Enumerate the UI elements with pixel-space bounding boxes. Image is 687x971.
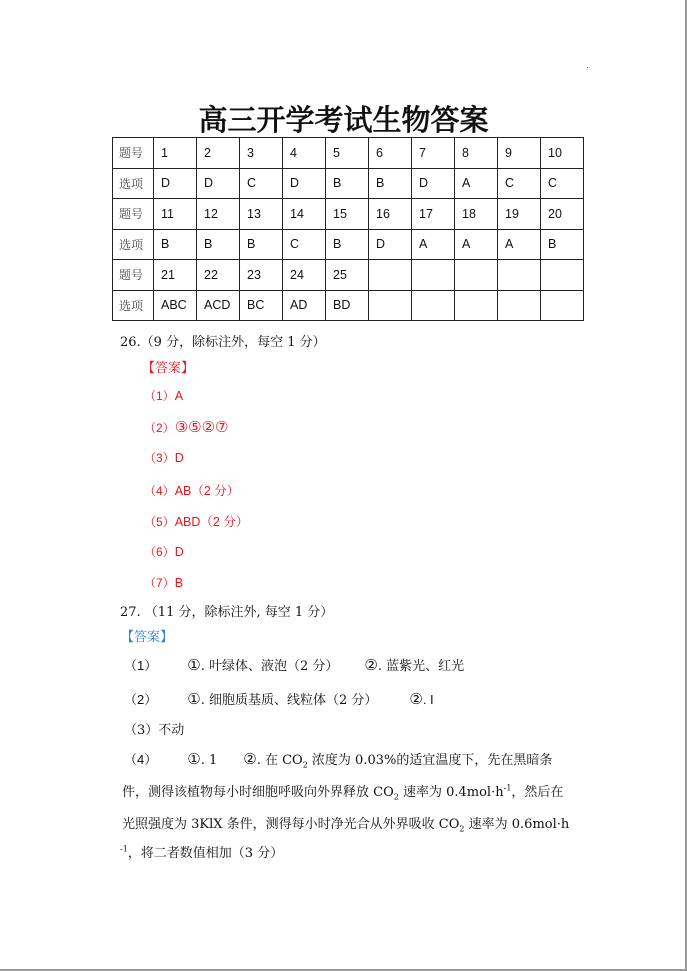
table-cell: D <box>283 168 326 199</box>
table-cell: D <box>197 168 240 199</box>
q27-r2-a2: . I <box>422 692 434 707</box>
q27-r4-l2a: 件，测得该植物每小时细胞呼吸向外界释放 CO <box>122 785 394 800</box>
table-cell: 10 <box>541 138 584 169</box>
q26-item-answer: AB（2 分） <box>174 484 240 498</box>
table-cell <box>455 260 498 291</box>
circled-2-icon: ② <box>409 690 423 708</box>
subscript: 2 <box>393 792 399 802</box>
q27-r4-l3b: 速率为 0.6mol·h <box>464 817 570 832</box>
circled-1-icon: ① <box>187 656 201 674</box>
q26-item-num: （4） <box>144 484 175 498</box>
q27-r4-l1a: . 在 CO <box>256 753 303 768</box>
table-row <box>113 229 584 260</box>
table-cell: 11 <box>154 199 197 230</box>
table-cell: B <box>326 168 369 199</box>
stray-dot <box>587 67 588 68</box>
table-cell: 9 <box>498 138 541 169</box>
table-cell: A <box>498 229 541 260</box>
q26-item-num: （6） <box>144 545 175 559</box>
document-title: 高三开学考试生物答案 <box>198 103 489 137</box>
circled-1-icon: ① <box>187 690 201 708</box>
table-cell: 21 <box>154 260 197 291</box>
table-cell: 17 <box>412 199 455 230</box>
table-row <box>113 260 584 291</box>
q26-item-answer: ABD（2 分） <box>174 515 249 529</box>
q26-item <box>144 512 248 530</box>
q27-r4-l3a: 光照强度为 3KlX 条件，测得每小时净光合从外界吸收 CO <box>122 817 460 832</box>
superscript: -1 <box>120 844 128 854</box>
row-header: 选项 <box>113 229 154 260</box>
table-cell: B <box>541 229 584 260</box>
q27-r4-num: （4） <box>124 752 158 767</box>
table-cell: 16 <box>369 199 412 230</box>
q27-header: 27. （11 分，除标注外, 每空 1 分） <box>120 605 334 620</box>
row-header: 选项 <box>113 290 154 321</box>
q27-row-1 <box>124 655 464 674</box>
table-cell: B <box>197 229 240 260</box>
row-header: 选项 <box>113 168 154 199</box>
table-cell <box>498 260 541 291</box>
table-cell: AD <box>283 290 326 321</box>
table-cell <box>455 290 498 321</box>
q26-item-answer: D <box>174 545 184 559</box>
table-cell: 24 <box>283 260 326 291</box>
q27-r4-a1: . 1 <box>200 753 218 768</box>
table-cell: A <box>455 168 498 199</box>
table-cell <box>412 260 455 291</box>
table-cell: ABC <box>154 290 197 321</box>
row-header: 题号 <box>113 260 154 291</box>
table-cell: C <box>283 229 326 260</box>
table-cell: BC <box>240 290 283 321</box>
table-cell: A <box>412 229 455 260</box>
q26-item <box>144 574 183 591</box>
table-cell: 5 <box>326 138 369 169</box>
answer-table <box>112 137 584 321</box>
table-cell: ACD <box>197 290 240 321</box>
q27-answer-label: 【答案】 <box>121 630 174 645</box>
q27-r4-l2b: 速率为 0.4mol·h <box>398 785 504 800</box>
table-cell: 20 <box>541 199 584 230</box>
q27-r2-num: （2） <box>124 692 158 707</box>
q27-row-4-line-1 <box>124 749 552 770</box>
q27-r1-a1: . 叶绿体、液泡（2 分） <box>200 659 339 674</box>
table-cell: 15 <box>326 199 369 230</box>
table-row <box>113 138 584 169</box>
q26-item-answer: ③⑤②⑦ <box>174 418 229 436</box>
table-row <box>113 168 584 199</box>
table-cell: 7 <box>412 138 455 169</box>
table-cell <box>412 290 455 321</box>
q26-item <box>144 387 183 404</box>
q27-row-2 <box>124 689 434 708</box>
table-row <box>113 290 584 321</box>
q26-item-num: （1） <box>144 389 175 403</box>
table-cell: 8 <box>455 138 498 169</box>
table-cell: B <box>326 229 369 260</box>
q26-item <box>144 481 239 499</box>
table-cell: 14 <box>283 199 326 230</box>
q26-item <box>144 418 228 436</box>
q27-row-4-line-4 <box>120 842 283 861</box>
table-cell: A <box>455 229 498 260</box>
superscript: -1 <box>503 783 512 793</box>
q26-answer-label: 【答案】 <box>142 361 195 376</box>
table-row <box>113 199 584 230</box>
row-header: 题号 <box>113 138 154 169</box>
table-cell: 13 <box>240 199 283 230</box>
row-header: 题号 <box>113 199 154 230</box>
circled-2-icon: ② <box>243 750 257 768</box>
q27-r4-l4a: ，将二者数值相加（3 分） <box>127 846 284 861</box>
table-cell: 25 <box>326 260 369 291</box>
q27-r1-a2: . 蓝紫光、红光 <box>377 659 465 674</box>
table-cell: D <box>154 168 197 199</box>
q26-item-num: （7） <box>144 576 175 590</box>
q27-r1-num: （1） <box>124 658 158 673</box>
table-cell: 18 <box>455 199 498 230</box>
q26-item-answer: B <box>174 576 184 590</box>
q27-r2-a1: . 细胞质基质、线粒体（2 分） <box>200 693 378 708</box>
table-cell <box>498 290 541 321</box>
table-cell: B <box>240 229 283 260</box>
circled-2-icon: ② <box>364 656 378 674</box>
table-cell: D <box>369 229 412 260</box>
circled-1-icon: ① <box>187 750 201 768</box>
table-cell: 3 <box>240 138 283 169</box>
table-cell: 1 <box>154 138 197 169</box>
table-cell: 4 <box>283 138 326 169</box>
table-cell: B <box>154 229 197 260</box>
subscript: 2 <box>459 824 465 834</box>
table-cell: D <box>412 168 455 199</box>
table-cell: C <box>541 168 584 199</box>
q26-item <box>144 449 184 466</box>
table-cell: BD <box>326 290 369 321</box>
q26-item-num: （5） <box>144 515 175 529</box>
table-cell <box>541 290 584 321</box>
q26-header: 26.（9 分，除标注外，每空 1 分） <box>120 335 326 350</box>
q27-row-4-line-2 <box>122 781 563 802</box>
table-cell <box>369 260 412 291</box>
table-cell: B <box>369 168 412 199</box>
q26-item <box>144 543 184 560</box>
q26-item-answer: D <box>174 451 184 465</box>
table-cell <box>541 260 584 291</box>
q26-item-num: （3） <box>144 451 175 465</box>
table-cell: 23 <box>240 260 283 291</box>
table-cell: 19 <box>498 199 541 230</box>
table-cell: 12 <box>197 199 240 230</box>
subscript: 2 <box>302 760 308 770</box>
q26-item-num: （2） <box>144 421 175 435</box>
table-cell: C <box>240 168 283 199</box>
table-cell: 2 <box>197 138 240 169</box>
table-cell: C <box>498 168 541 199</box>
q27-r4-l2c: ，然后在 <box>511 785 564 800</box>
q27-row-4-line-3 <box>122 813 569 834</box>
table-cell <box>369 290 412 321</box>
q27-row-3: （3）不动 <box>124 723 185 738</box>
q26-item-answer: A <box>174 389 184 403</box>
q27-r4-l1b: 浓度为 0.03%的适宜温度下，先在黑暗条 <box>307 753 553 768</box>
table-cell: 6 <box>369 138 412 169</box>
table-cell: 22 <box>197 260 240 291</box>
